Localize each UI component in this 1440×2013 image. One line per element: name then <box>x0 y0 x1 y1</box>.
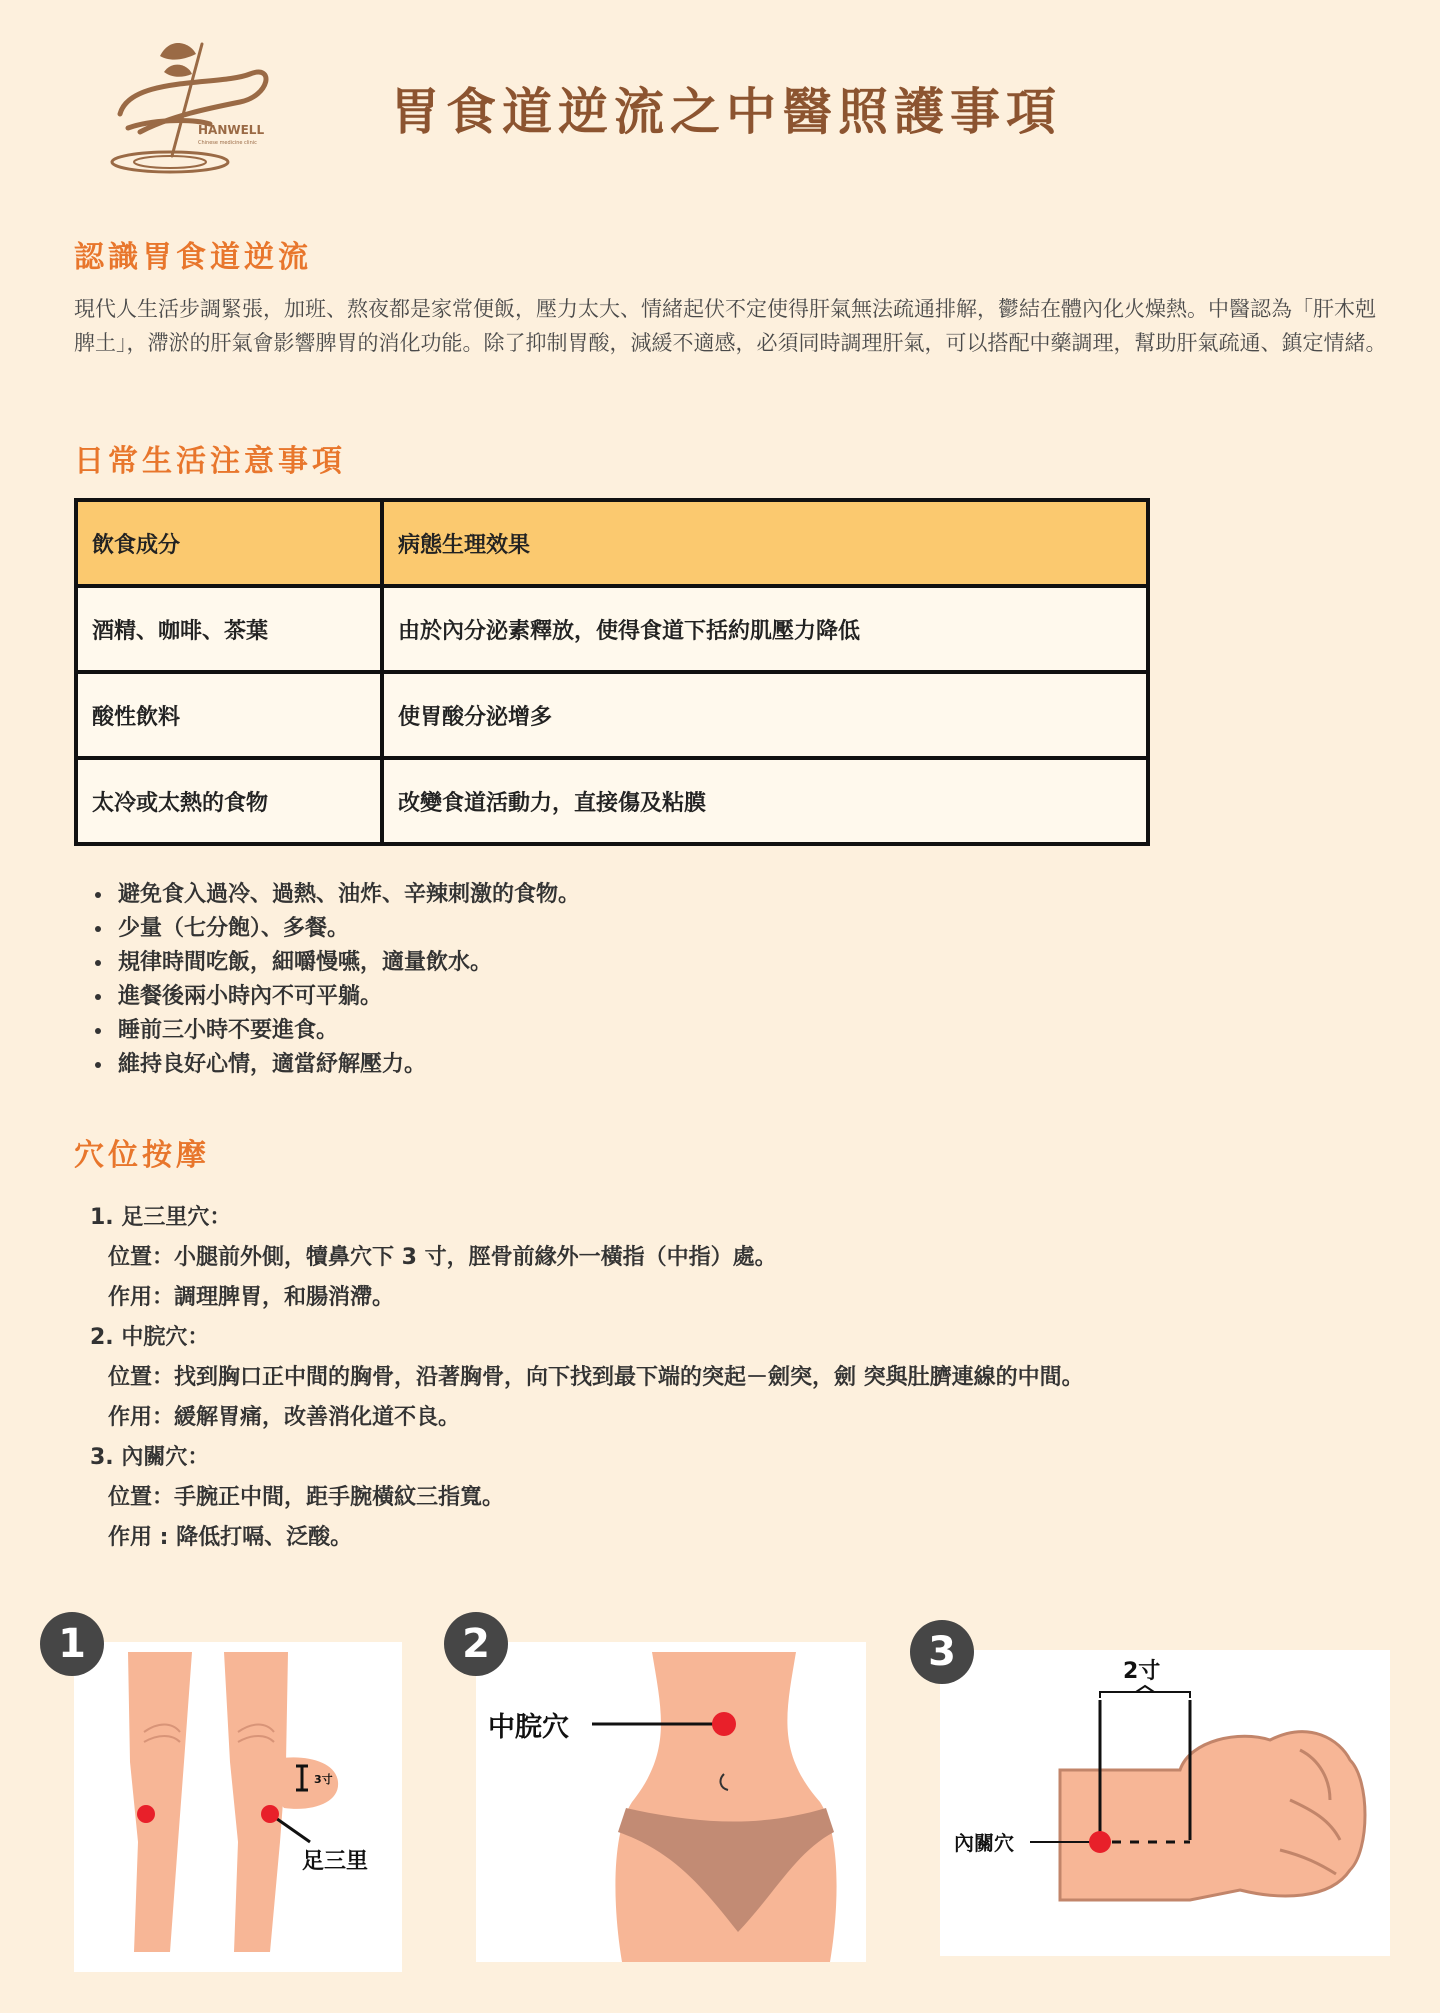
table-cell: 由於內分泌素釋放，使得食道下括約肌壓力降低 <box>382 586 1148 672</box>
acupoint-list <box>90 1198 1084 1558</box>
list-item: • 規律時間吃飯，細嚼慢嚥，適量飲水。 <box>114 946 580 980</box>
table-header-cell: 病態生理效果 <box>382 500 1148 586</box>
acupoint-dot <box>1089 1831 1111 1853</box>
list-item: • 維持良好心情，適當紓解壓力。 <box>114 1048 580 1082</box>
figure-number: 3 <box>910 1620 974 1684</box>
table-cell: 酒精、咖啡、茶葉 <box>76 586 382 672</box>
figure-number: 1 <box>40 1612 104 1676</box>
acupoint-label: 足三里 <box>302 1849 369 1874</box>
legs-illustration <box>74 1642 402 1972</box>
acupoint-label: 中脘穴 <box>488 1712 569 1743</box>
measure-label: 2寸 <box>1123 1659 1161 1684</box>
intro-paragraph: 現代人生活步調緊張，加班、熬夜都是家常便飯，壓力太大、情緒起伏不定使得肝氣無法疏通排解，鬱結在體內化火燥熱。中醫認為「肝木剋脾土」，滯淤的肝氣會影響脾胃的消化功能。除了抑制胃酸，減緩不適感，必須同時調理肝氣，可以搭配中藥調理，幫助肝氣疏通、鎮定情緒。 <box>74 297 1387 355</box>
table-cell: 使胃酸分泌增多 <box>382 672 1148 758</box>
list-item: • 進餐後兩小時內不可平躺。 <box>114 980 580 1014</box>
acupoint-title: 3. 內關穴： <box>90 1445 210 1470</box>
measure-label: 3寸 <box>314 1773 333 1786</box>
acupoint-position: 位置：小腿前外側，犢鼻穴下 3 寸，脛骨前緣外一橫指（中指）處。 <box>108 1245 777 1270</box>
acupoint-dot <box>137 1805 155 1823</box>
acupoint-effect: 作用：緩解胃痛，改善消化道不良。 <box>108 1405 461 1430</box>
list-item: • 少量（七分飽）、多餐。 <box>114 912 580 946</box>
acupoint-dot <box>712 1712 736 1736</box>
section-heading-acupoints: 穴位按摩 <box>74 1138 210 1173</box>
acupoint-label: 內關穴 <box>954 1831 1014 1855</box>
acupoint-effect: 作用：調理脾胃，和腸消滯。 <box>108 1285 395 1310</box>
acupoint-effect: 作用 : 降低打嗝、泛酸。 <box>108 1525 353 1550</box>
acupoint-dot <box>261 1805 279 1823</box>
diet-effects-table <box>74 498 1150 846</box>
list-item: • 睡前三小時不要進食。 <box>114 1014 580 1048</box>
table-cell: 改變食道活動力，直接傷及粘膜 <box>382 758 1148 844</box>
section-heading-daily: 日常生活注意事項 <box>74 444 346 479</box>
section-heading-intro: 認識胃食道逆流 <box>74 240 312 275</box>
daily-tips-list <box>90 878 580 1082</box>
table-header-row <box>76 500 1148 586</box>
acupoint-title: 2. 中脘穴： <box>90 1325 210 1350</box>
page-title: 胃食道逆流之中醫照護事項 <box>390 83 1062 141</box>
figure-number: 2 <box>444 1612 508 1676</box>
table-cell: 酸性飲料 <box>76 672 382 758</box>
acupoint-position: 位置：找到胸口正中間的胸骨，沿著胸骨，向下找到最下端的突起－劍突，劍 突與肚臍連線的中間。 <box>108 1365 1084 1390</box>
table-row <box>76 586 1148 672</box>
list-item: • 避免食入過冷、過熱、油炸、辛辣刺激的食物。 <box>114 878 580 912</box>
table-cell: 太冷或太熱的食物 <box>76 758 382 844</box>
acupoint-position: 位置：手腕正中間，距手腕橫紋三指寬。 <box>108 1485 505 1510</box>
abdomen-illustration <box>476 1642 866 1962</box>
acupoint-title: 1. 足三里穴： <box>90 1205 232 1230</box>
svg-text:Chinese medicine clinic: Chinese medicine clinic <box>198 140 257 146</box>
table-row <box>76 672 1148 758</box>
hanwell-logo <box>100 36 280 176</box>
table-header-cell: 飲食成分 <box>76 500 382 586</box>
svg-text:HANWELL: HANWELL <box>198 123 265 137</box>
table-row <box>76 758 1148 844</box>
fist-illustration <box>940 1650 1390 1956</box>
